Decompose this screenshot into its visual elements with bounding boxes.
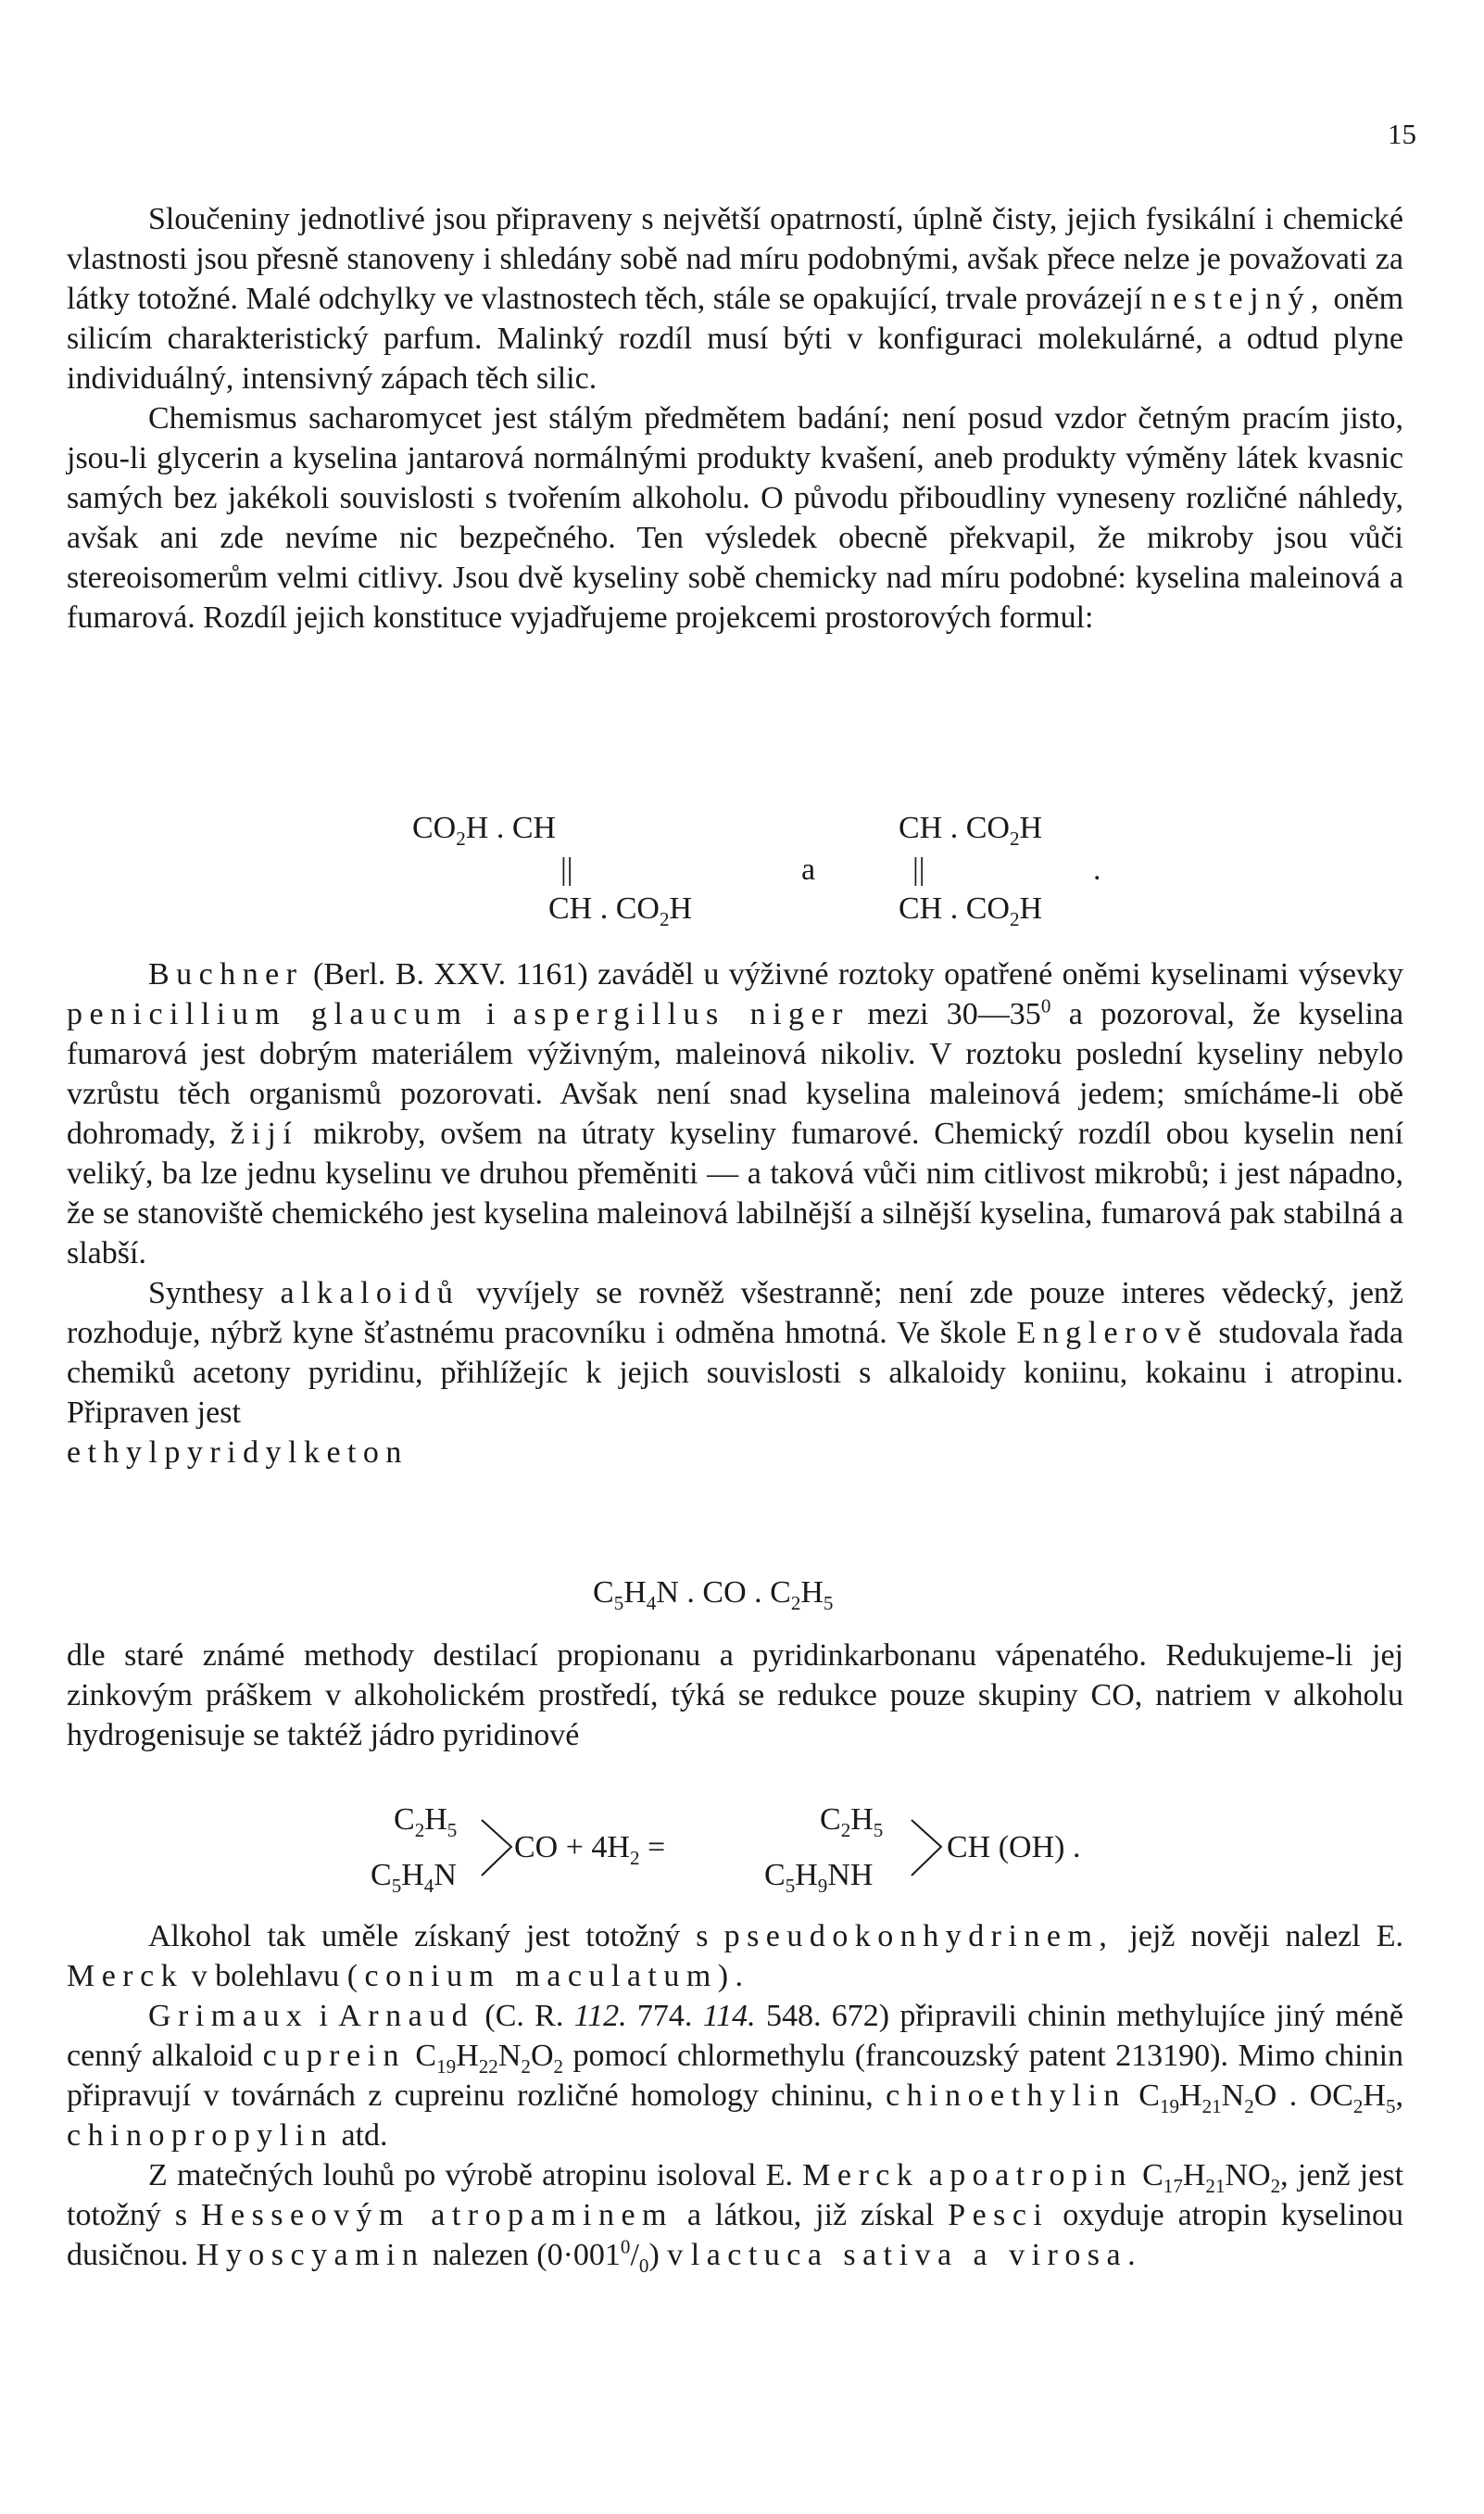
text-block-2: [67, 954, 1403, 1472]
paragraph-1: Sloučeniny jednotlivé jsou připraveny s největší opatrností, úplně čisty, jejich fysikální i chemické vlastnosti jsou přesně stanoveny i shledány sobě nad míru podobnými, avšak přece nelze je považovati za látky totožné. Malé odchylky ve vlastnostech těch, stále se opakující, trvale provázejí nestejný, oněm silicím charakteristický parfum. Malinký rozdíl musí býti v konfiguraci molekulárné, a odtud plyne individuálný, intensivný zápach těch silic.: [67, 202, 1404, 396]
paragraph-6: Alkohol tak uměle získaný jest totožný s pseudokonhydrinem, jejž nověji nalezl E. Merck v bolehlavu (conium maculatum).: [67, 1919, 1404, 1993]
reduction-left-top: $C_2H_5$: [394, 1802, 458, 1841]
reduction-right-bracket: [910, 1816, 947, 1881]
reduction-left-bottom: $C_5H_4N$: [371, 1858, 457, 1897]
paragraph-2: Chemismus sacharomycet jest stálým předmětem badání; není posud vzdor četným pracím jisto, jsou-li glycerin a kyselina jantarová normálnými produkty kvašení, aneb produkty výměny látek kvasnic samých bez jakékoli souvislosti s tvořením alkoholu. O původu přiboudliny vyneseny rozličné náhledy, avšak ani zde nevíme nic bezpečného. Ten výsledek obecně překvapil, že mikroby jsou vůči stereoisomerům velmi citlivy. Jsou dvě kyseliny sobě chemicky nad míru podobné: kyselina maleinová a fumarová. Rozdíl jejich konstituce vyjadřujeme projekcemi prostorových formul:: [67, 401, 1403, 635]
formula-left-bottom: CH . $CO_2H$: [548, 891, 693, 930]
formula-right-bottom: CH . $CO_2H$: [899, 891, 1043, 930]
formula-left-top: $CO_2H$ . CH: [412, 811, 557, 850]
paragraph-5: dle staré známé methody destilací propionanu a pyridinkarbonanu vápenatého. Redukujeme-li jej zinkovým práškem v alkoholickém prostředí, týká se redukce pouze skupiny CO, natriem v alkoholu hydrogenisuje se taktéž jádro pyridinové: [67, 1638, 1403, 1752]
formula-conjunction: a: [801, 853, 816, 887]
formula-right-top: CH . $CO_2H$: [899, 811, 1043, 850]
reduction-right-top: $C_2H_5$: [820, 1802, 884, 1841]
formula-ethylpyridylketon: $C_5H_4N$ . CO . $C_2H_5$: [593, 1575, 834, 1614]
text-block-4: [67, 1916, 1403, 2275]
page-number: 15: [1388, 118, 1416, 150]
double-bond-left: ||: [560, 853, 573, 887]
reduction-right-bottom: $C_5H_9NH$: [764, 1858, 874, 1897]
paragraph-7: Grimaux i Arnaud (C. R. 112. 774. 114. 548. 672) připravili chinin methylujíce jiný méně cenný alkaloid cuprein $C_{19}H_{22}N_2O_2$ pomocí chlormethylu (francouzský patent 213190). Mimo chinin připravují v továrnách z cupreinu rozličné homology chininu, chinoethylin $C_{19}H_{21}N_2O$ . $OC_2H_5$, chinopropylin atd.: [67, 1999, 1404, 2153]
text-block-3: [67, 1636, 1403, 1755]
paragraph-3: Buchner (Berl. B. XXV. 1161) zaváděl u výživné roztoky opatřené oněmi kyselinami výsevky penicillium glaucum i aspergillus niger mezi $30—35^0$ a pozoroval, že kyselina fumarová jest dobrým materiálem výživným, maleinová nikoliv. V roztoku poslední kyseliny nebylo vzrůstu těch organismů pozorovati. Avšak není snad kyselina maleinová jedem; smícháme-li obě dohromady, žijí mikroby, ovšem na útraty kyseliny fumarové. Chemický rozdíl obou kyselin není veliký, ba lze jednu kyselinu ve druhou přeměniti — a taková vůči nim citlivost mikrobů; i jest nápadno, že se stanoviště chemického jest kyselina maleinová labilnější a silnější kyselina, fumarová pak stabilná a slabší.: [67, 957, 1404, 1270]
reduction-middle: CO + $4H_2$ =: [514, 1830, 666, 1869]
text-block-1: [67, 199, 1403, 638]
formula-dot: .: [1093, 853, 1101, 887]
paragraph-8: Z matečných louhů po výrobě atropinu isoloval E. Merck apoatropin $C_{17}H_{21}NO_2$, jenž jest totožný s Hesseovým atropaminem a látkou, již získal Pesci oxyduje atropin kyselinou dusičnou. Hyoscyamin nalezen $(0\cdot 001^0/_0)$ v lactuca sativa a virosa.: [67, 2158, 1404, 2277]
paragraph-4: Synthesy alkaloidů vyvíjely se rovněž všestranně; není zde pouze interes vědecký, jenž rozhoduje, nýbrž kyne šťastnému pracovníku i odměna hmotná. Ve škole Englerově studovala řada chemiků acetony pyridinu, přihlížejíc k jejich souvislosti s alkaloidy koniinu, kokainu i atropinu. Připraven jest ethylpyridylketon: [67, 1276, 1404, 1470]
reduction-left-bracket: [480, 1816, 517, 1881]
reduction-end: CH (OH) .: [947, 1830, 1081, 1864]
double-bond-right: ||: [912, 853, 925, 887]
